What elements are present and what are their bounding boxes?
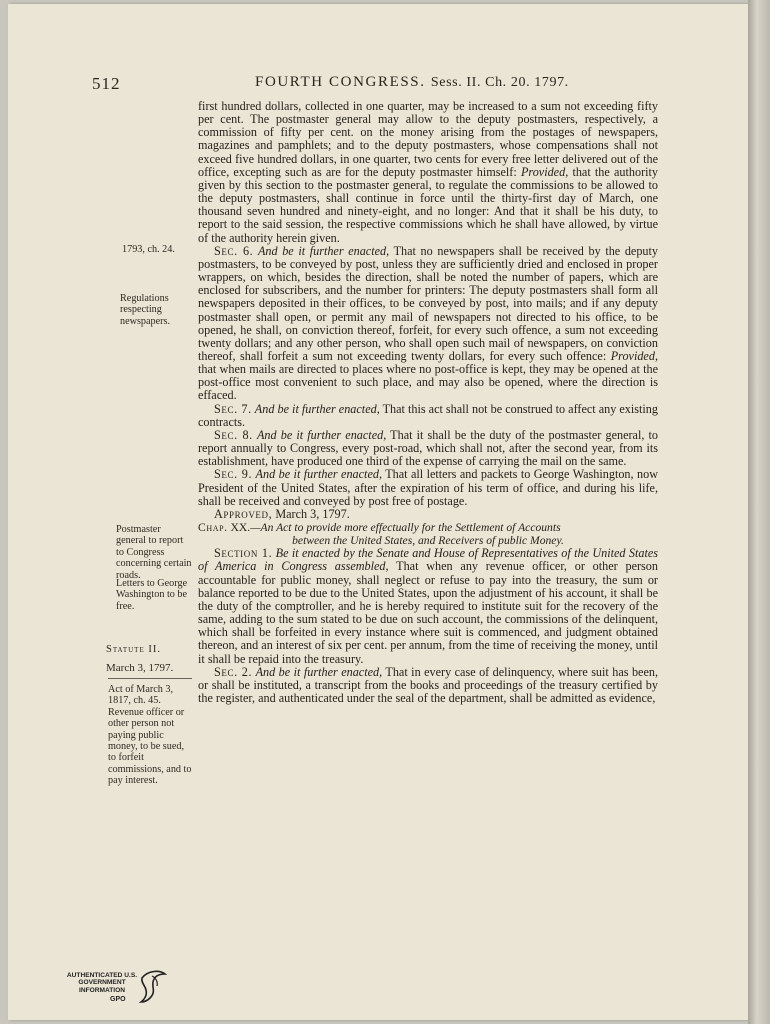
- text-run: That no newspapers shall be received by the deputy postmasters, to be conveyed by post, unless they are sufficiently dried and enclosed in proper wrappers, on which, besides the direction, shall be noted the number of papers, which are enclosed for subscribers, and the number for printers: The deputy postmasters shall form all newspapers deposited in their offices, to be conveyed by post, into mails; and if any deputy postmaster shall open, or permit any mail of newspapers not directed to his office, to be opened, he shall, on conviction thereof, forfeit, for every such offence, a sum not exceeding twenty dollars; and any other person, who shall open such mail of newspapers, on conviction thereof, shall forfeit a sum not exceeding twenty dollars, for every such offence:: [198, 243, 659, 363]
- margin-note-statute: Statute II.: [106, 644, 161, 655]
- margin-note-act: Act of March 3, 1817, ch. 45. Revenue officer or other person not paying public money, to be sued, to forfeit commissions, and to pay interest.: [108, 684, 192, 787]
- chapter-label: Chap.: [198, 521, 228, 534]
- gpo-authentication-stamp: [66, 968, 176, 1008]
- section-2: [198, 666, 658, 705]
- approved-date: March 3, 1797.: [275, 506, 350, 521]
- chapter-title: —An Act to provide more effectually for the Settlement of Accounts: [250, 521, 561, 534]
- proviso-label: Provided,: [610, 348, 658, 363]
- running-head: [255, 74, 569, 91]
- text-run: first hundred dollars, collected in one quarter, may be increased to a sum not exceeding fifty per cent. The postmaster general may allow to the deputy postmasters, respectively, a commission of fifty per cent. on the money arising from the postages of newspapers, magazines and pamphlets; and to the deputy postmasters, whose compensations shall not exceed five hundred dollars, in one quarter, two cents for every free letter delivered out of the office, excepting such as are for the deputy postmaster himself:: [198, 99, 658, 179]
- section-label: Sec. 9.: [214, 467, 253, 482]
- running-head-title: FOURTH CONGRESS.: [255, 74, 426, 90]
- section-1: [198, 547, 658, 665]
- margin-divider: [108, 678, 192, 679]
- section-6: [198, 245, 658, 403]
- section-label: Sec. 8.: [214, 427, 253, 442]
- section-label: Sec. 7.: [214, 401, 252, 416]
- stamp-gpo-text: GPO: [110, 996, 126, 1003]
- section-9: [198, 468, 658, 507]
- enacting-clause: Be it enacted by the Senate and House of Representatives of the United States of America in Congress assembled,: [198, 546, 659, 574]
- enacting-clause: And be it further enacted,: [254, 401, 380, 416]
- text-run: That in every case of delinquency, where suit has been, or shall be instituted, a transcript from the books and proceedings of the treasury certified by the register, and authenticated under the seal of the department, shall be admitted as evidence,: [198, 664, 659, 706]
- margin-note-regulations: Regulations respecting newspapers.: [120, 293, 171, 327]
- chapter-heading: [198, 521, 658, 547]
- section-label: Section 1.: [214, 546, 273, 561]
- eagle-logo-icon: [138, 968, 168, 1006]
- text-run: That it shall be the duty of the postmaster general, to report annually to Congress, every post-road, which shall not, after the second year, from its establishment, have produced one third of the expense of carrying the mail on the same.: [198, 427, 659, 469]
- enacting-clause: And be it further enacted,: [257, 243, 390, 258]
- page-number: 512: [92, 74, 121, 93]
- enacting-clause: And be it further enacted,: [256, 427, 387, 442]
- enacting-clause: And be it further enacted,: [255, 467, 382, 482]
- margin-note-postmaster: Postmaster general to report to Congress concerning certain roads.: [116, 524, 192, 581]
- paragraph-continuation: [198, 100, 658, 245]
- text-run: That all letters and packets to George Washington, now President of the United States, after the expiration of his term of office, and during his life, shall be received and conveyed by post free of postage.: [198, 467, 658, 508]
- text-run: that when mails are directed to places where no post-office is kept, they may be opened at the post-office most convenient to such place, and may also be opened, where the direction is effaced.: [198, 362, 658, 403]
- approval-line: [198, 508, 658, 521]
- section-8: [198, 429, 658, 468]
- proviso-label: Provided,: [520, 164, 569, 179]
- section-label: Sec. 6.: [214, 243, 254, 258]
- text-run: That when any revenue officer, or other person accountable for public money, shall neglect or refuse to pay into the treasury, the sum or balance reported to be due to the United States, upon the adjustment of his account, it shall be the duty of the comptroller, and he is hereby required to institute suit for the recovery of the same, adding to the sum stated to be due on such account, the commissions of the delinquent, which shall be forfeited in every instance where suit is commenced, and judgment obtained thereon, and an interest of six per cent. per annum, from the time of receiving the money, until it shall be repaid into the treasury.: [198, 559, 658, 666]
- page-gutter: [748, 0, 770, 1024]
- section-7: [198, 403, 658, 429]
- margin-note-1793: 1793, ch. 24.: [122, 244, 175, 255]
- stamp-text: AUTHENTICATED U.S. GOVERNMENT INFORMATION: [66, 972, 138, 994]
- text-run: That this act shall not be construed to affect any existing contracts.: [198, 401, 658, 429]
- approved-label: Approved,: [214, 506, 273, 521]
- body-text: [198, 100, 658, 705]
- margin-note-letters: Letters to George Washington to be free.: [116, 578, 188, 612]
- running-head-session: Sess. II. Ch. 20. 1797.: [430, 75, 569, 90]
- text-run: that the authority given by this section to the postmaster general, to regulate the commissions to be allowed to the deputy postmasters, shall continue in force until the thirty-first day of March, one thousand seven hundred and ninety-eight, and no longer: And that it shall be his duty, to report to the said session, the respective commissions which he shall have allowed, by virtue of the authority herein given.: [198, 164, 659, 245]
- chapter-number: XX.: [230, 521, 251, 534]
- enacting-clause: And be it further enacted,: [255, 664, 383, 679]
- margin-note-date: March 3, 1797.: [106, 662, 174, 674]
- chapter-title-continued: between the United States, and Receivers of public Money.: [292, 534, 564, 548]
- section-label: Sec. 2.: [214, 664, 253, 679]
